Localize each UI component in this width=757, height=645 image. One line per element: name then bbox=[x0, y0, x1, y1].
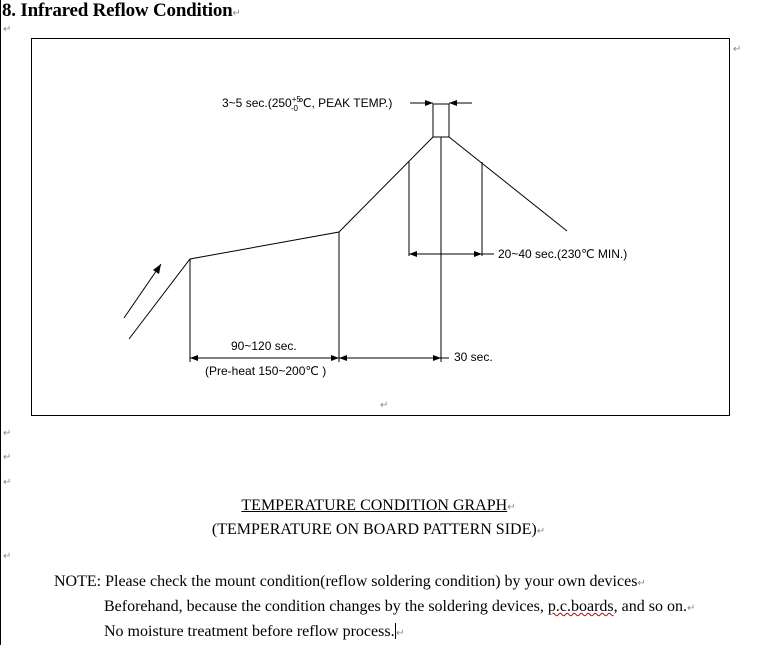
paragraph-mark-icon: ↵ bbox=[232, 8, 241, 19]
graph-caption-subtitle: (TEMPERATURE ON BOARD PATTERN SIDE)↵ bbox=[211, 521, 546, 538]
paragraph-mark-icon: ↵ bbox=[3, 551, 12, 562]
note-line-2: Beforehand, because the condition changes by the soldering devices, p.c.boards, and so on.↵ bbox=[104, 598, 696, 615]
direction-arrow bbox=[124, 264, 161, 318]
paragraph-mark-icon: ↵ bbox=[536, 526, 546, 537]
paragraph-mark-icon: ↵ bbox=[3, 452, 12, 463]
paragraph-mark-icon: ↵ bbox=[733, 44, 742, 55]
paragraph-mark-icon: ↵ bbox=[380, 400, 389, 411]
paragraph-mark-icon: ↵ bbox=[507, 502, 516, 513]
direction-arrow-head bbox=[153, 264, 161, 274]
paragraph-mark-icon: ↵ bbox=[396, 628, 405, 639]
paragraph-mark-icon: ↵ bbox=[3, 24, 12, 35]
profile-curve bbox=[129, 137, 567, 339]
paragraph-mark-icon: ↵ bbox=[3, 428, 12, 439]
paragraph-mark-icon: ↵ bbox=[3, 477, 12, 488]
paragraph-mark-icon: ↵ bbox=[686, 603, 696, 614]
min-label: 20~40 sec.(230℃ MIN.) bbox=[498, 247, 628, 261]
section-heading: 8. Infrared Reflow Condition↵ bbox=[2, 0, 241, 21]
peak-dwell-box bbox=[433, 104, 449, 137]
paragraph-mark-icon: ↵ bbox=[637, 578, 646, 589]
peak-label: 3~5 $\sec.(250^{+5}$ -0℃, PEAK TEMP.) bbox=[222, 95, 393, 113]
spellcheck-word: p.c.boards bbox=[547, 598, 614, 615]
note-line-3[interactable]: No moisture treatment before reflow process. ↵ bbox=[104, 623, 405, 640]
preheat-temp-label: (Pre-heat 150~200℃ ) bbox=[205, 364, 327, 378]
preheat-time-label: 90~120 sec. bbox=[231, 339, 297, 353]
note-line-1: NOTE: Please check the mount condition(reflow soldering condition) by your own devices↵ bbox=[54, 573, 646, 590]
ramp-time-label: 30 sec. bbox=[454, 350, 493, 364]
graph-caption-title: TEMPERATURE CONDITION GRAPH↵ bbox=[241, 497, 516, 514]
